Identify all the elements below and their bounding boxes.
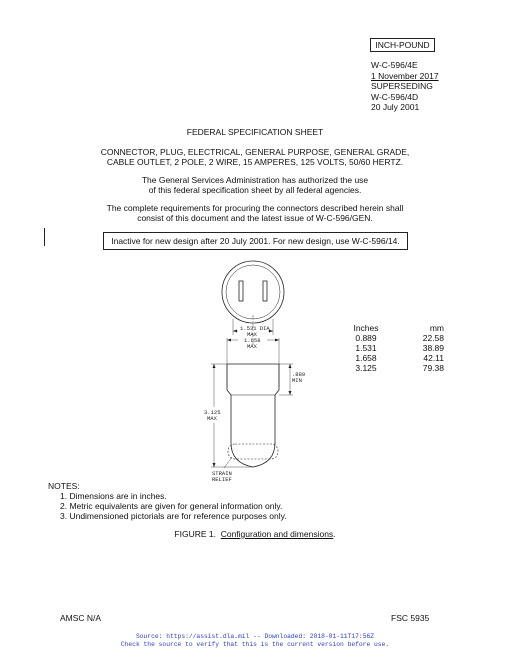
source-line-2: Check the source to verify that this is the current version before use.: [120, 641, 390, 648]
source-notice: [0, 633, 510, 649]
table-row: [348, 363, 444, 373]
requirements-line-1: The complete requirements for procuring the connectors described herein shall: [106, 203, 404, 213]
document-info: [371, 60, 439, 113]
subtitle-line-1: CONNECTOR, PLUG, ELECTRICAL, GENERAL PURPOSE, GENERAL GRADE,: [100, 147, 410, 157]
list-item: 1. Dimensions are in inches.: [60, 491, 167, 501]
list-item: 3. Undimensioned pictorials are for reference purposes only.: [60, 511, 287, 521]
figure-caption-prefix: FIGURE 1.: [174, 529, 216, 539]
inactive-notice: Inactive for new design after 20 July 2001. For new design, use W-C-596/14.: [103, 232, 408, 250]
strain-relief: [228, 444, 278, 459]
superseding-label: SUPERSEDING: [371, 81, 433, 91]
connector-drawing: [190, 255, 320, 487]
plug-body-outline: [227, 364, 279, 467]
source-line-1: Source: https://assist.dla.mil -- Downloaded: 2018-01-11T17:56Z: [135, 633, 375, 640]
figure-caption-suffix: .: [333, 529, 336, 539]
header-inches: Inches: [353, 323, 379, 333]
blade-left: [239, 281, 243, 301]
table-header-row: [348, 323, 444, 333]
header-mm: mm: [429, 323, 444, 333]
inch-pound-label: INCH-POUND: [370, 38, 435, 52]
strain-relief-label-2: RELIEF: [212, 476, 232, 483]
dim-length-line-2: MAX: [207, 415, 217, 422]
dim-top-line-1: .889: [292, 371, 306, 378]
blade-right: [263, 281, 267, 301]
strain-relief-label-1: STRAIN: [212, 470, 232, 477]
plug-face-inner: [226, 265, 280, 319]
table-row: [348, 343, 444, 353]
superseded-number: W-C-596/4D: [371, 91, 419, 102]
cell-mm: 22.58: [422, 333, 444, 343]
cell-inches: 0.889: [355, 333, 377, 343]
fsc-label: FSC 5935: [391, 613, 430, 623]
notes-section: [48, 481, 287, 521]
table-row: [348, 353, 444, 363]
authorization-line-1: The General Services Administration has authorized the use: [141, 175, 369, 185]
dim-width-line-1: 1.658: [244, 337, 261, 344]
figure-caption-text: Configuration and dimensions: [220, 529, 334, 539]
requirements-line-2: consist of this document and the latest issue of W-C-596/GEN.: [137, 213, 373, 223]
figure-caption: [0, 529, 510, 539]
cell-inches: 3.125: [355, 363, 377, 373]
cell-mm: 38.89: [422, 343, 444, 353]
dim-dia-line-2: MAX: [247, 331, 257, 338]
amsc-label: AMSC N/A: [60, 613, 102, 623]
table-row: [348, 333, 444, 343]
cell-inches: 1.531: [355, 343, 377, 353]
dim-width-line-2: MAX: [247, 343, 257, 350]
dim-length-line-1: 3.125: [204, 409, 221, 416]
notes-heading: NOTES:: [48, 481, 80, 491]
subtitle-line-2: CABLE OUTLET, 2 POLE, 2 WIRE, 15 AMPERES, 125 VOLTS, 50/60 HERTZ.: [106, 157, 404, 167]
cell-mm: 79.38: [422, 363, 444, 373]
dim-top-line-2: MIN: [292, 377, 302, 384]
page-title: FEDERAL SPECIFICATION SHEET: [186, 127, 324, 137]
metric-equivalents-table: [348, 323, 444, 373]
cell-mm: 42.11: [423, 353, 444, 363]
list-item: 2. Metric equivalents are given for general information only.: [60, 501, 283, 511]
superseded-date: 20 July 2001: [371, 102, 420, 112]
plug-face-outline: [222, 261, 284, 323]
authorization-line-2: of this federal specification sheet by all federal agencies.: [148, 185, 362, 195]
change-bar: [44, 228, 45, 246]
doc-number: W-C-596/4E: [371, 60, 418, 70]
doc-date: 1 November 2017: [371, 70, 439, 81]
dim-dia-line-1: 1.531 DIA: [240, 325, 270, 332]
cell-inches: 1.658: [355, 353, 377, 363]
